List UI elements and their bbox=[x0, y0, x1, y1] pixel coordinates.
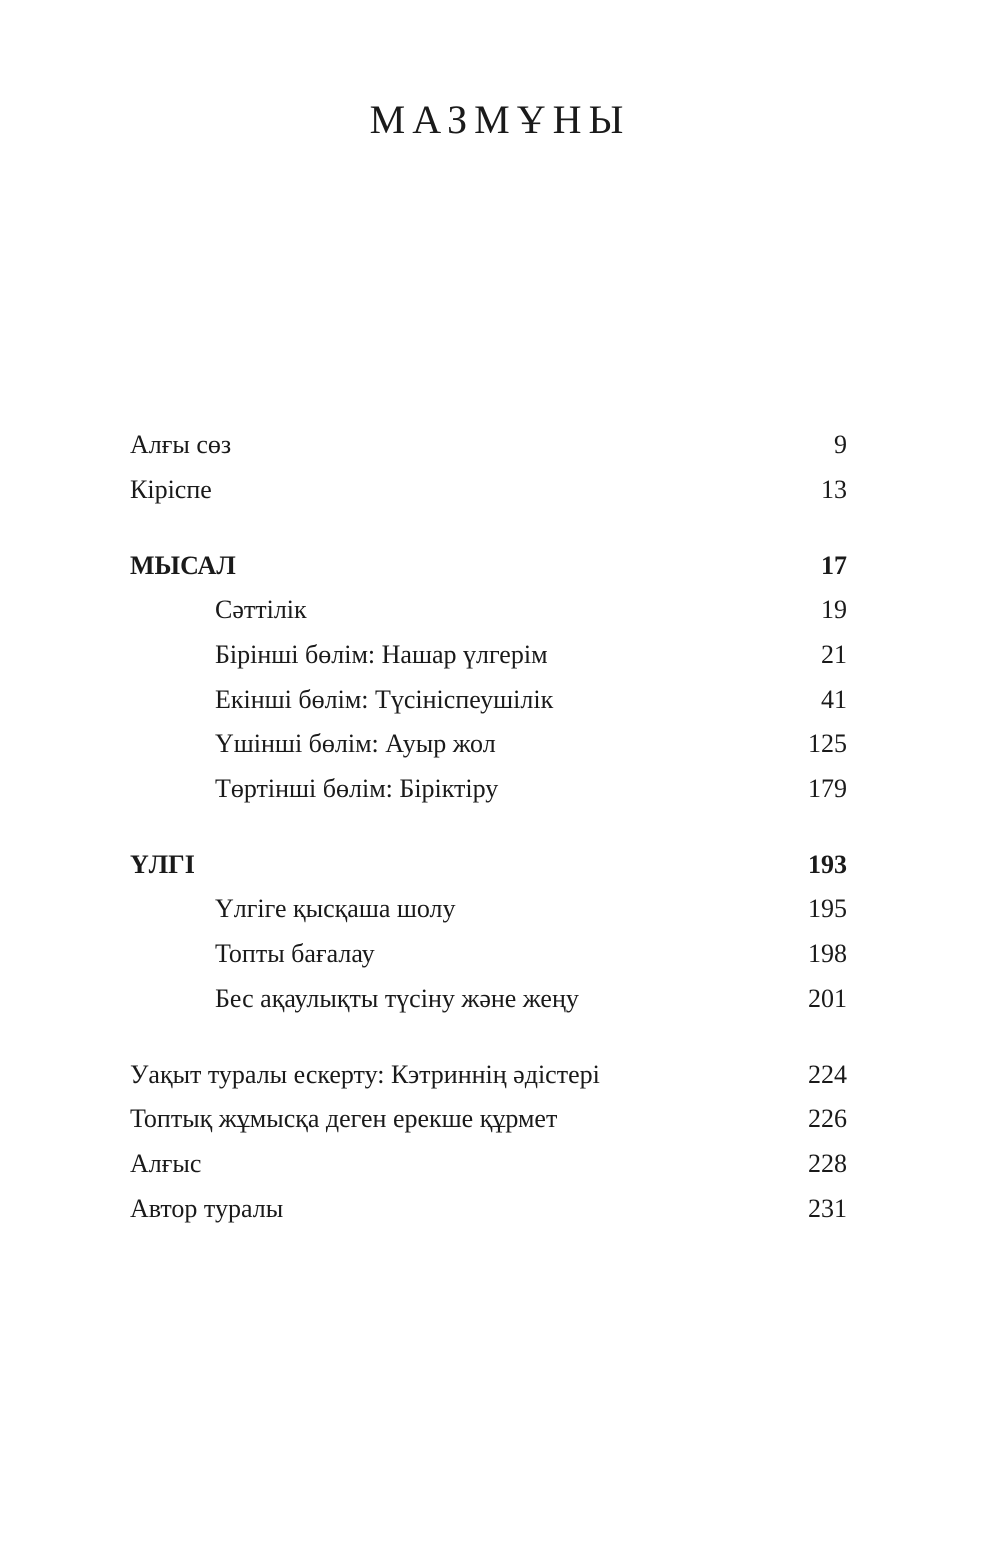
toc-part-label: ҮЛГІ bbox=[130, 850, 195, 879]
toc-part-example[interactable] bbox=[130, 549, 847, 583]
toc-entry-page: 224 bbox=[808, 1060, 847, 1089]
toc-entry-label: Алғыс bbox=[130, 1149, 202, 1178]
toc-entry[interactable] bbox=[215, 982, 847, 1016]
toc-part-label: МЫСАЛ bbox=[130, 551, 236, 580]
toc-part-page: 17 bbox=[821, 551, 847, 580]
toc-entry-page: 13 bbox=[821, 475, 847, 504]
toc-entry-label: Топты бағалау bbox=[215, 939, 375, 968]
toc-entry-page: 201 bbox=[808, 984, 847, 1013]
toc-entry-page: 198 bbox=[808, 939, 847, 968]
toc-entry-page: 179 bbox=[808, 774, 847, 803]
toc-entry-page: 231 bbox=[808, 1194, 847, 1223]
toc-entry[interactable] bbox=[215, 772, 847, 806]
toc-entry-about-author[interactable] bbox=[130, 1192, 847, 1226]
toc-entry-page: 195 bbox=[808, 894, 847, 923]
toc-entry-label: Бес ақаулықты түсіну және жеңу bbox=[215, 984, 579, 1013]
toc-part-page: 193 bbox=[808, 850, 847, 879]
toc-entry[interactable] bbox=[215, 593, 847, 627]
toc-entry-label: Алғы сөз bbox=[130, 430, 232, 459]
toc-entry-foreword[interactable] bbox=[130, 428, 847, 462]
toc-entry[interactable] bbox=[215, 892, 847, 926]
toc-entry-label: Төртінші бөлім: Біріктіру bbox=[215, 774, 499, 803]
toc-entry-page: 41 bbox=[821, 685, 847, 714]
toc-entry-label: Автор туралы bbox=[130, 1194, 284, 1223]
toc-entry-label: Топтық жұмысқа деген ерекше құрмет bbox=[130, 1104, 558, 1133]
toc-entry-label: Бірінші бөлім: Нашар үлгерім bbox=[215, 640, 548, 669]
toc-entry-label: Сәттілік bbox=[215, 595, 307, 624]
toc-entry[interactable] bbox=[130, 1102, 847, 1136]
toc-entry-page: 226 bbox=[808, 1104, 847, 1133]
toc-entry[interactable] bbox=[215, 638, 847, 672]
toc-entry-introduction[interactable] bbox=[130, 473, 847, 507]
toc-entry-label: Үшінші бөлім: Ауыр жол bbox=[215, 729, 496, 758]
toc-entry-page: 21 bbox=[821, 640, 847, 669]
toc-entry-acknowledgements[interactable] bbox=[130, 1147, 847, 1181]
toc-entry-page: 228 bbox=[808, 1149, 847, 1178]
toc-part-model[interactable] bbox=[130, 848, 847, 882]
toc-entry-label: Екінші бөлім: Түсініспеушілік bbox=[215, 685, 554, 714]
page-title: МАЗМҰНЫ bbox=[369, 97, 631, 142]
toc-entry[interactable] bbox=[215, 937, 847, 971]
toc-entry[interactable] bbox=[130, 1058, 847, 1092]
toc-entry-label: Уақыт туралы ескерту: Кэтриннің әдістері bbox=[130, 1060, 600, 1089]
toc-entry-page: 9 bbox=[834, 430, 847, 459]
toc-entry-page: 125 bbox=[808, 729, 847, 758]
toc-entry[interactable] bbox=[215, 683, 847, 717]
toc-entry-label: Үлгіге қысқаша шолу bbox=[215, 894, 456, 923]
toc-entry-page: 19 bbox=[821, 595, 847, 624]
toc-entry-label: Кіріспе bbox=[130, 475, 212, 504]
toc-entry[interactable] bbox=[215, 727, 847, 761]
